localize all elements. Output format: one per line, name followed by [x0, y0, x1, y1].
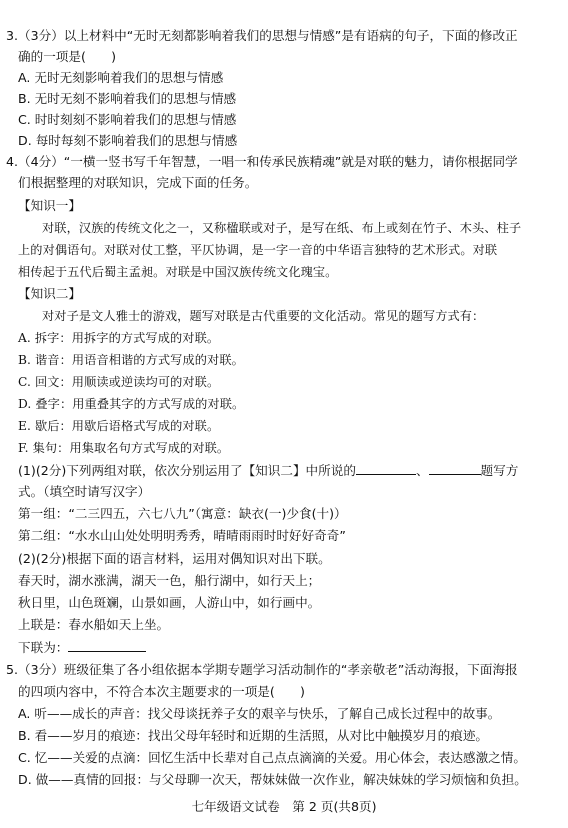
q3-stem-line1: 3.（3分）以上材料中“无时无刻都影响着我们的思想与情感”是有语病的句子，下面的修改正 — [6, 28, 518, 43]
q4-sub1-separator: 、 — [415, 463, 429, 478]
q4-sub1-line1 — [18, 464, 518, 478]
q5-option-c: C. 忆——关爱的点滴：回忆生活中长辈对自己点点滴滴的关爱。用心体会，表达感激之情。 — [18, 750, 526, 765]
q4-stem-line2: 们根据整理的对联知识，完成下面的任务。 — [18, 175, 258, 190]
q4-sub2: (2)(2分)根据下面的语言材料，运用对偶知识对出下联。 — [18, 551, 331, 566]
knowledge-two-item-b: B. 谐音：用语音相谐的方式写成的对联。 — [18, 353, 244, 367]
q5-stem-line1: 5.（3分）班级征集了各小组依据本学期专题学习活动制作的“孝亲敬老”活动海报，下面海报 — [6, 662, 518, 677]
q3-stem-line2: 确的一项是( ) — [18, 49, 116, 64]
blank-2[interactable] — [429, 464, 481, 475]
lower-couplet-line — [18, 641, 146, 655]
knowledge-one-line2: 上的对偶语句。对联对仗工整，平仄协调，是一字一音的中华语言独特的艺术形式。对联 — [18, 243, 498, 257]
page-footer: 七年级语文试卷 第 2 页(共8页) — [191, 799, 377, 814]
q4-sub1-prefix: (1)(2分)下列两组对联，依次分别运用了【知识二】中所说的 — [18, 463, 356, 478]
blank-1[interactable] — [356, 464, 416, 475]
q5-stem-line2: 的四项内容中，不符合本次主题要求的一项是( ) — [18, 684, 305, 699]
material-line1: 春天时，湖水涨满，湖天一色，船行湖中，如行天上； — [18, 573, 321, 588]
knowledge-two-intro: 对对子是文人雅士的游戏，题写对联是古代重要的文化活动。常见的题写方式有： — [42, 309, 485, 323]
knowledge-two-item-e: E. 歇后：用歇后语格式写成的对联。 — [18, 419, 220, 433]
q5-option-d: D. 做——真情的回报：与父母聊一次天，帮妹妹做一次作业，解决妹妹的学习烦恼和负担。 — [18, 772, 527, 787]
lower-couplet-label: 下联为： — [18, 640, 69, 655]
knowledge-two-item-a: A. 拆字：用拆字的方式写成的对联。 — [18, 331, 220, 345]
knowledge-one-title: 【知识一】 — [18, 198, 81, 213]
q4-stem-line1: 4.（4分）“一横一竖书写千年智慧，一唱一和传承民族精魂”就是对联的魅力，请你根据同学 — [6, 154, 518, 169]
knowledge-two-item-c: C. 回文：用顺读或逆读均可的对联。 — [18, 375, 220, 389]
q3-option-d: D. 每时每刻不影响着我们的思想与情感 — [18, 133, 238, 148]
knowledge-two-item-d: D. 叠字：用重叠其字的方式写成的对联。 — [18, 397, 245, 411]
knowledge-two-item-f: F. 集句：用集取名句方式写成的对联。 — [18, 441, 230, 455]
lower-couplet-blank[interactable] — [68, 641, 146, 652]
knowledge-two-title: 【知识二】 — [18, 286, 81, 301]
upper-couplet: 上联是：春水船如天上坐。 — [18, 617, 170, 632]
couplet-group-one: 第一组：“二三四五，六七八九”（寓意：缺衣(一)少食(十)） — [18, 506, 347, 521]
knowledge-one-line3: 相传起于五代后蜀主孟昶。对联是中国汉族传统文化瑰宝。 — [18, 265, 338, 279]
q3-option-a: A. 无时无刻影响着我们的思想与情感 — [18, 70, 224, 85]
q5-option-b: B. 看——岁月的痕迹：找出父母年轻时和近期的生活照，从对比中触摸岁月的痕迹。 — [18, 728, 489, 743]
q4-sub1-line2: 式。（填空时请写汉字） — [18, 484, 151, 499]
q3-option-b: B. 无时无刻不影响着我们的思想与情感 — [18, 91, 237, 106]
q4-sub1-suffix: 题写方 — [480, 463, 519, 478]
material-line2: 秋日里，山色斑斓，山景如画，人游山中，如行画中。 — [18, 595, 321, 610]
q5-option-a: A. 听——成长的声音：找父母谈抚养子女的艰辛与快乐，了解自己成长过程中的故事。 — [18, 706, 501, 721]
q3-option-c: C. 时时刻刻不影响着我们的思想与情感 — [18, 112, 237, 127]
couplet-group-two: 第二组：“水水山山处处明明秀秀，晴晴雨雨时时好好奇奇” — [18, 528, 346, 543]
knowledge-one-line1: 对联，汉族的传统文化之一，又称楹联或对子，是写在纸、布上或刻在竹子、木头、柱子 — [42, 221, 522, 235]
